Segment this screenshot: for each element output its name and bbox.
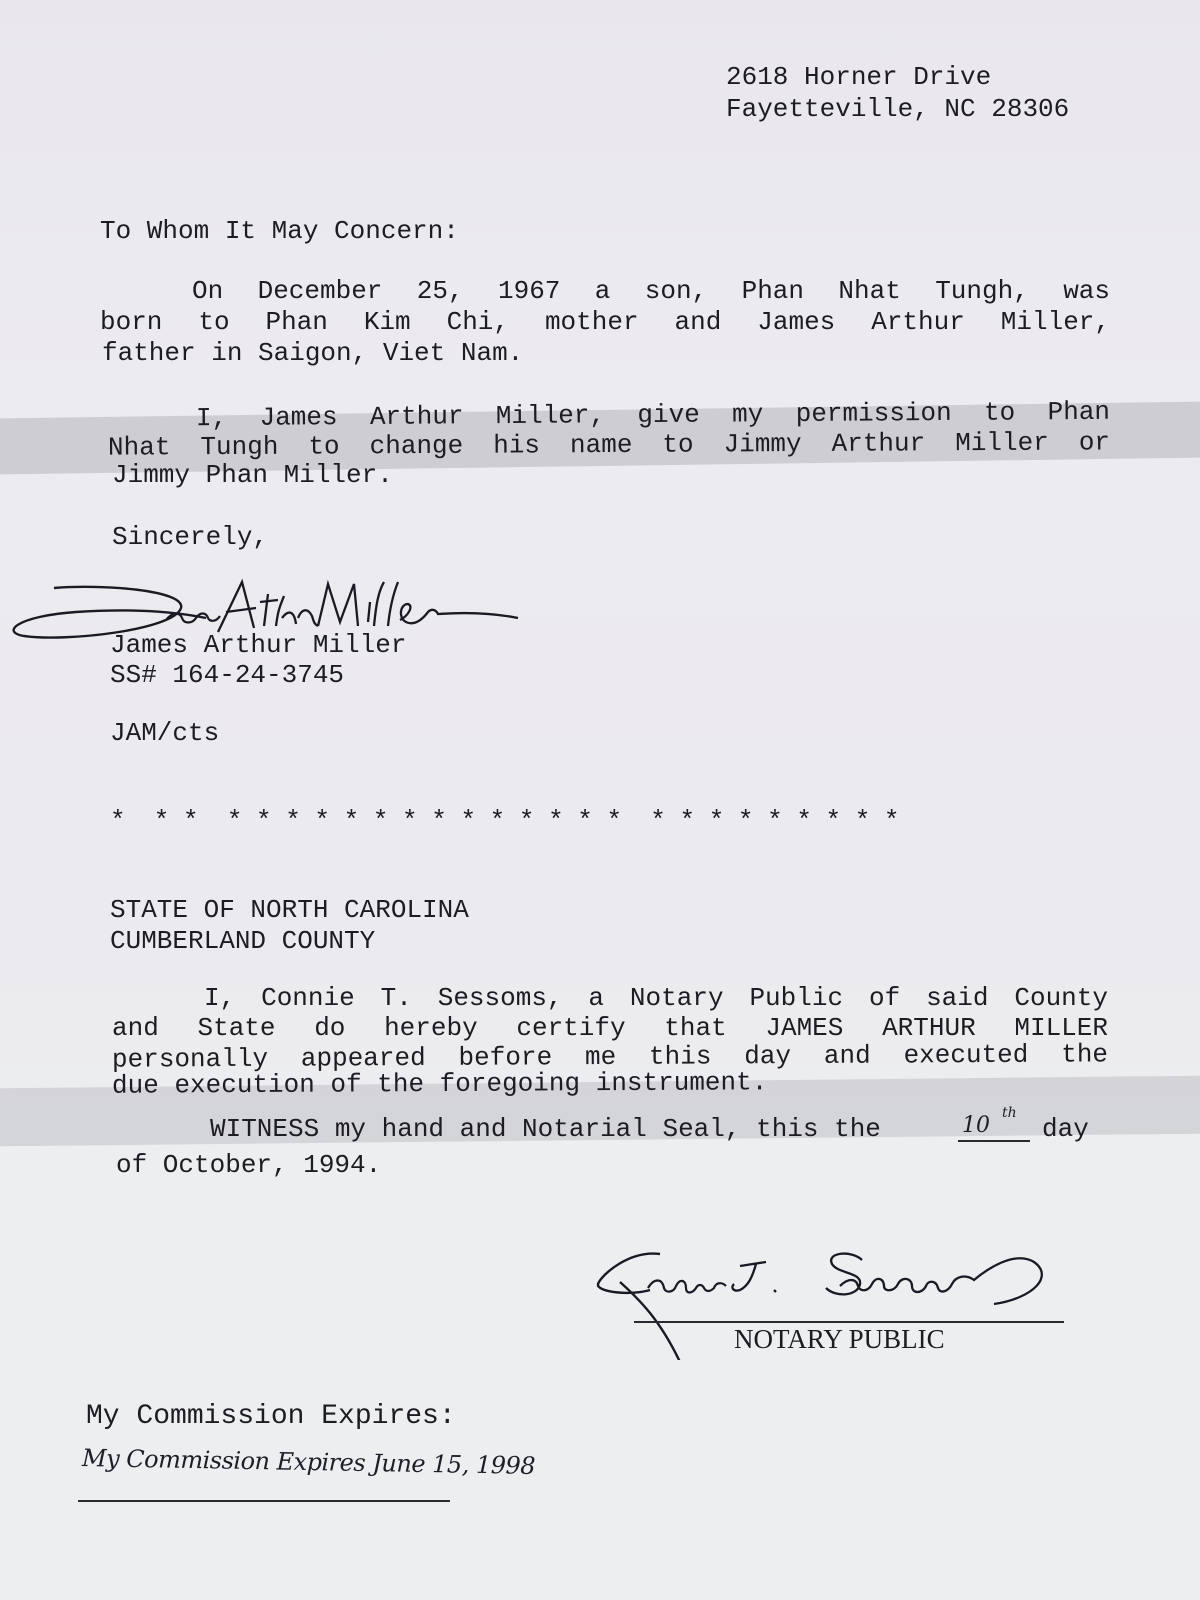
para2-line-1: I, James Arthur Miller, give my permission to Phan xyxy=(195,396,1111,434)
lower-page-section xyxy=(0,1135,1200,1600)
cert-line-4: due execution of the foregoing instrument. xyxy=(111,1067,768,1101)
witness-line-1a: WITNESS my hand and Notarial Seal, this the xyxy=(210,1114,881,1144)
witness-day-suffix: th xyxy=(1002,1105,1017,1121)
notary-state: STATE OF NORTH CAROLINA xyxy=(110,895,469,925)
commission-stamp: My Commission Expires June 15, 1998 xyxy=(81,1444,536,1480)
notary-county: CUMBERLAND COUNTY xyxy=(110,926,376,956)
witness-day-underline xyxy=(958,1140,1030,1142)
para1-line-1: On December 25, 1967 a son, Phan Nhat Tungh, was xyxy=(192,276,1110,306)
notary-signature-line xyxy=(634,1321,1064,1323)
para2-line-3: Jimmy Phan Miller. xyxy=(112,460,393,490)
salutation: To Whom It May Concern: xyxy=(100,216,459,246)
commission-label: My Commission Expires: xyxy=(86,1401,456,1432)
witness-day: 10 xyxy=(962,1113,990,1138)
notary-title: NOTARY PUBLIC xyxy=(734,1324,945,1354)
initials: JAM/cts xyxy=(110,718,220,748)
commission-underline xyxy=(78,1500,450,1502)
para1-line-2: born to Phan Kim Chi, mother and James Arthur Miller, xyxy=(100,307,1110,337)
closing: Sincerely, xyxy=(112,522,269,552)
witness-line-1b: day xyxy=(1042,1114,1089,1144)
address-line-2: Fayetteville, NC 28306 xyxy=(726,94,1070,124)
cert-line-3: personally appeared before me this day and executed the xyxy=(111,1039,1109,1075)
signer-name: James Arthur Miller xyxy=(110,630,407,660)
para2-line-2: Nhat Tungh to change his name to Jimmy Arthur Miller or xyxy=(107,427,1111,463)
signer-ssn: SS# 164-24-3745 xyxy=(110,660,345,690)
cert-line-2: and State do hereby certify that JAMES ARTHUR MILLER xyxy=(112,1013,1108,1043)
address-line-1: 2618 Horner Drive xyxy=(726,62,992,92)
witness-line-2: of October, 1994. xyxy=(116,1150,382,1180)
separator-asterisks: * * * * * * * * * * * * * * * * * * * * * * * * * * xyxy=(110,806,899,836)
cert-line-1: I, Connie T. Sessoms, a Notary Public of said County xyxy=(204,983,1108,1013)
para1-line-3: father in Saigon, Viet Nam. xyxy=(102,338,524,368)
